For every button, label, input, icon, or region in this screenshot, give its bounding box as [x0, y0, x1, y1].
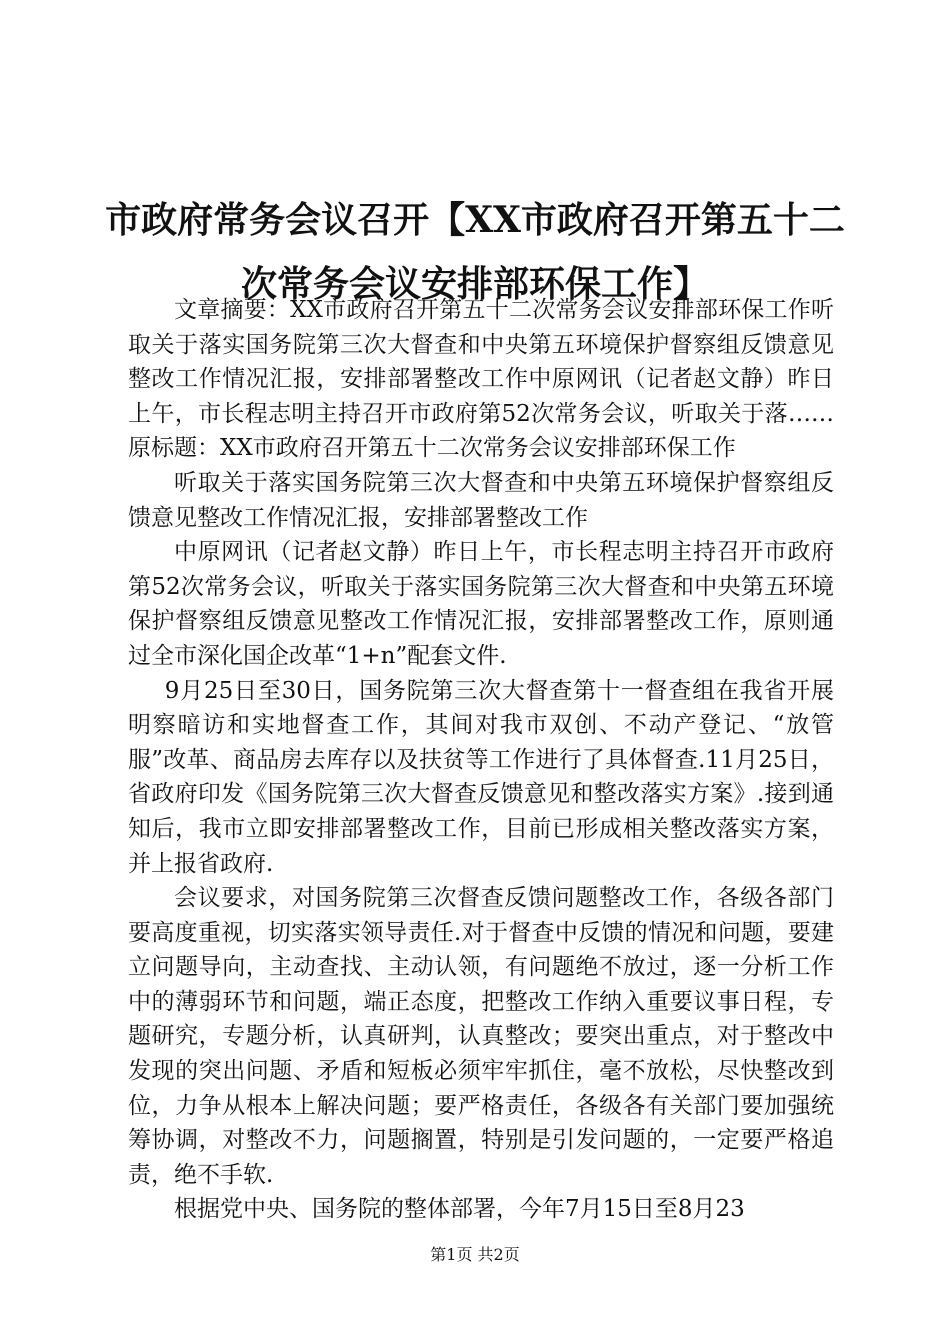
paragraph-deployment: 根据党中央、国务院的整体部署，今年7月15日至8月23	[174, 1196, 745, 1223]
page-number-footer: 第1页 共2页	[430, 1245, 520, 1264]
paragraph-meeting-requirements: 会议要求，对国务院第三次督查反馈问题整改工作，各级各部门要高度重视，切实落实领导责任.对于督查中反馈的情况和问题，要建立问题导向，主动查找、主动认领，有问题绝不放过，逐一分析工作中的薄弱环节和问题，端正态度，把整改工作纳入重要议事日程，专题研究，专题分析，认真研判，认真整改；要突出重点，对于整改中发现的突出问题、矛盾和短板必须牢牢抓住，毫不放松，尽快整改到位，力争从根本上解决问题；要严格责任，各级各有关部门要加强统筹协调，对整改不力，问题搁置，特别是引发问题的，一定要严格追责，绝不手软.	[128, 885, 834, 1188]
paragraph-news-lead: 中原网讯（记者赵文静）昨日上午，市长程志明主持召开市政府第52次常务会议，听取关于落实国务院第三次大督查和中央第五环境保护督察组反馈意见整改工作情况汇报，安排部署整改工作，原则通过全市深化国企改革“1+n”配套文件.	[128, 539, 834, 669]
document-body	[128, 293, 834, 1227]
document-title: 市政府常务会议召开【XX市政府召开第五十二次常务会议安排部环保工作】	[105, 199, 845, 305]
paragraph-abstract: 文章摘要：XX市政府召开第五十二次常务会议安排部环保工作听取关于落实国务院第三次大督查和中央第五环境保护督察组反馈意见整改工作情况汇报，安排部署整改工作中原网讯（记者赵文静）昨日上午，市长程志明主持召开市政府第52次常务会议，听取关于落……原标题：XX市政府召开第五十二次常务会议安排部环保工作	[128, 297, 834, 462]
paragraph-subtitle: 听取关于落实国务院第三次大督查和中央第五环境保护督察组反馈意见整改工作情况汇报，安排部署整改工作	[128, 469, 834, 531]
paragraph-inspection: 9月25日至30日，国务院第三次大督查第十一督查组在我省开展明察暗访和实地督查工作，其间对我市双创、不动产登记、“放管服”改革、商品房去库存以及扶贫等工作进行了具体督查.11月25日，省政府印发《国务院第三次大督查反馈意见和整改落实方案》.接到通知后，我市立即安排部署整改工作，目前已形成相关整改落实方案，并上报省政府.	[128, 677, 834, 877]
